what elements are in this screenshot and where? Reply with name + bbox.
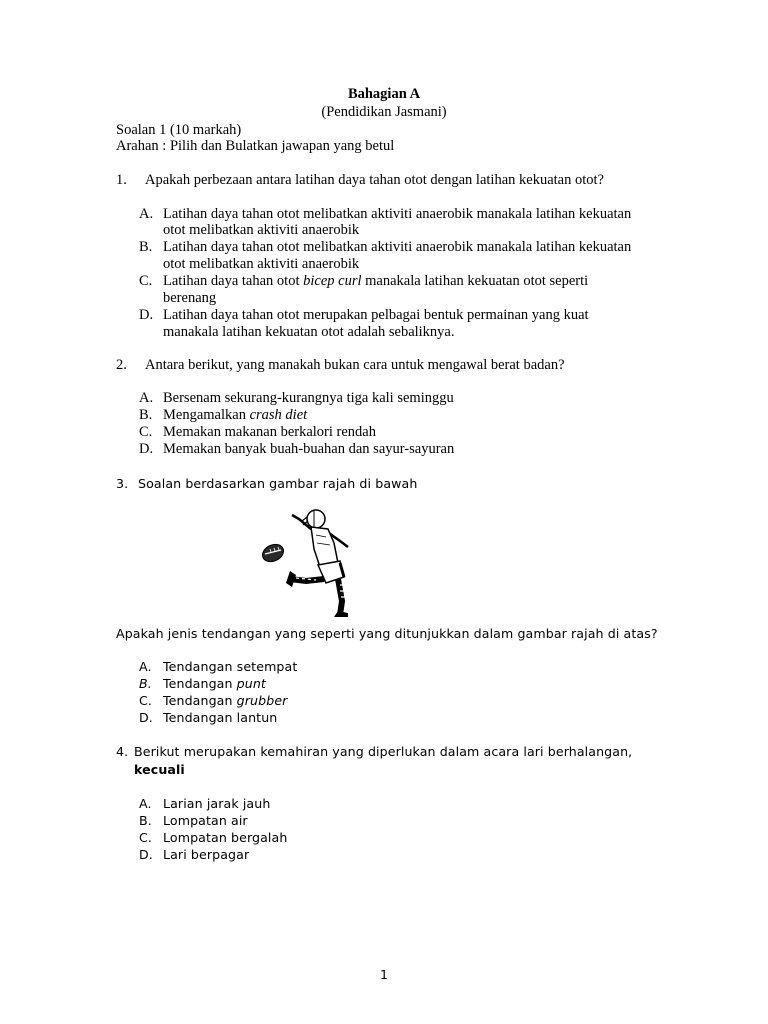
q1-option-c-text[interactable] — [163, 273, 588, 290]
q4-option-d-text[interactable]: Lari berpagar — [163, 847, 250, 862]
helmet-icon — [307, 510, 325, 528]
q4-option-d-letter[interactable]: D. — [139, 847, 153, 862]
question-4-text: Berikut merupakan kemahiran yang diperlukan dalam acara lari berhalangan, — [134, 744, 633, 759]
q3-option-a-text[interactable]: Tendangan setempat — [163, 659, 298, 674]
question-1-number: 1. — [116, 172, 127, 188]
q4-option-b-text[interactable]: Lompatan air — [163, 813, 248, 828]
q1-option-c-pre: Latihan daya tahan otot — [163, 273, 304, 289]
q1-option-c-post: manakala latihan kekuatan otot seperti — [361, 273, 589, 289]
q2-option-c-letter[interactable]: C. — [139, 424, 153, 440]
page-number: 1 — [379, 967, 389, 982]
q1-option-a-letter[interactable]: A. — [139, 206, 154, 222]
section-title: Bahagian A — [347, 86, 421, 102]
q2-option-b-letter[interactable]: B. — [139, 407, 153, 423]
q4-option-b-letter[interactable]: B. — [139, 813, 152, 828]
question-3-text: Soalan berdasarkan gambar rajah di bawah — [138, 476, 418, 491]
q2-option-d-text[interactable]: Memakan banyak buah-buahan dan sayur-sayuran — [163, 441, 455, 457]
q3-option-c-pre: Tendangan — [163, 693, 237, 708]
q3-option-b-letter[interactable]: B. — [139, 676, 152, 691]
q3-option-d-letter[interactable]: D. — [139, 710, 153, 725]
question-3-subquestion: Apakah jenis tendangan yang seperti yang ditunjukkan dalam gambar rajah di atas? — [116, 626, 658, 641]
q2-option-a-text[interactable]: Bersenam sekurang-kurangnya tiga kali seminggu — [163, 390, 454, 406]
q1-option-c-italic: bicep curl — [303, 273, 362, 289]
q4-option-c-letter[interactable]: C. — [139, 830, 152, 845]
kicker-drawing — [256, 505, 366, 623]
question-4-number: 4. — [116, 744, 129, 759]
q3-option-b-text[interactable] — [163, 675, 266, 692]
question-2-text: Antara berikut, yang manakah bukan cara untuk mengawal berat badan? — [145, 357, 565, 373]
q2-option-a-letter[interactable]: A. — [139, 390, 154, 406]
question-1-text: Apakah perbezaan antara latihan daya tahan otot dengan latihan kekuatan otot? — [145, 172, 604, 188]
football-kicker-illustration — [256, 505, 366, 623]
question-2-number: 2. — [116, 357, 127, 373]
q2-option-b-italic: crash diet — [249, 407, 308, 423]
q2-option-d-letter[interactable]: D. — [139, 441, 154, 457]
q1-option-b-text-cont[interactable]: otot melibatkan aktiviti anaerobik — [163, 256, 360, 272]
q1-option-b-letter[interactable]: B. — [139, 239, 153, 255]
q4-option-a-letter[interactable]: A. — [139, 796, 152, 811]
q2-option-c-text[interactable]: Memakan makanan berkalori rendah — [163, 424, 376, 440]
q1-option-c-text-cont[interactable]: berenang — [163, 290, 217, 306]
q3-option-c-italic: grubber — [236, 693, 288, 708]
question-marks: Soalan 1 (10 markah) — [116, 122, 242, 138]
q1-option-d-text[interactable]: Latihan daya tahan otot merupakan pelbagai bentuk permainan yang kuat — [163, 307, 589, 323]
q1-option-a-text-cont[interactable]: otot melibatkan aktiviti anaerobik — [163, 222, 360, 238]
q3-option-c-text[interactable] — [163, 692, 287, 709]
q1-option-d-letter[interactable]: D. — [139, 307, 154, 323]
q1-option-c-letter[interactable]: C. — [139, 273, 153, 289]
q3-option-b-italic: punt — [236, 676, 266, 691]
football-icon — [260, 541, 287, 565]
q1-option-a-text[interactable]: Latihan daya tahan otot melibatkan aktiviti anaerobik manakala latihan kekuatan — [163, 206, 632, 222]
q3-option-c-letter[interactable]: C. — [139, 693, 152, 708]
q3-option-b-pre: Tendangan — [163, 676, 237, 691]
q2-option-b-pre: Mengamalkan — [163, 407, 250, 423]
question-3-number: 3. — [116, 476, 129, 491]
q1-option-d-text-cont[interactable]: manakala latihan kekuatan otot adalah sebaliknya. — [163, 324, 455, 340]
question-4-emphasis: kecuali — [134, 762, 185, 777]
section-subtitle: (Pendidikan Jasmani) — [321, 104, 447, 120]
instruction: Arahan : Pilih dan Bulatkan jawapan yang betul — [116, 138, 395, 154]
q3-option-a-letter[interactable]: A. — [139, 659, 152, 674]
q4-option-a-text[interactable]: Larian jarak jauh — [163, 796, 271, 811]
q4-option-c-text[interactable]: Lompatan bergalah — [163, 830, 288, 845]
q1-option-b-text[interactable]: Latihan daya tahan otot melibatkan aktiviti anaerobik manakala latihan kekuatan — [163, 239, 632, 255]
q3-option-d-text[interactable]: Tendangan lantun — [163, 710, 278, 725]
q2-option-b-text[interactable] — [163, 407, 307, 424]
